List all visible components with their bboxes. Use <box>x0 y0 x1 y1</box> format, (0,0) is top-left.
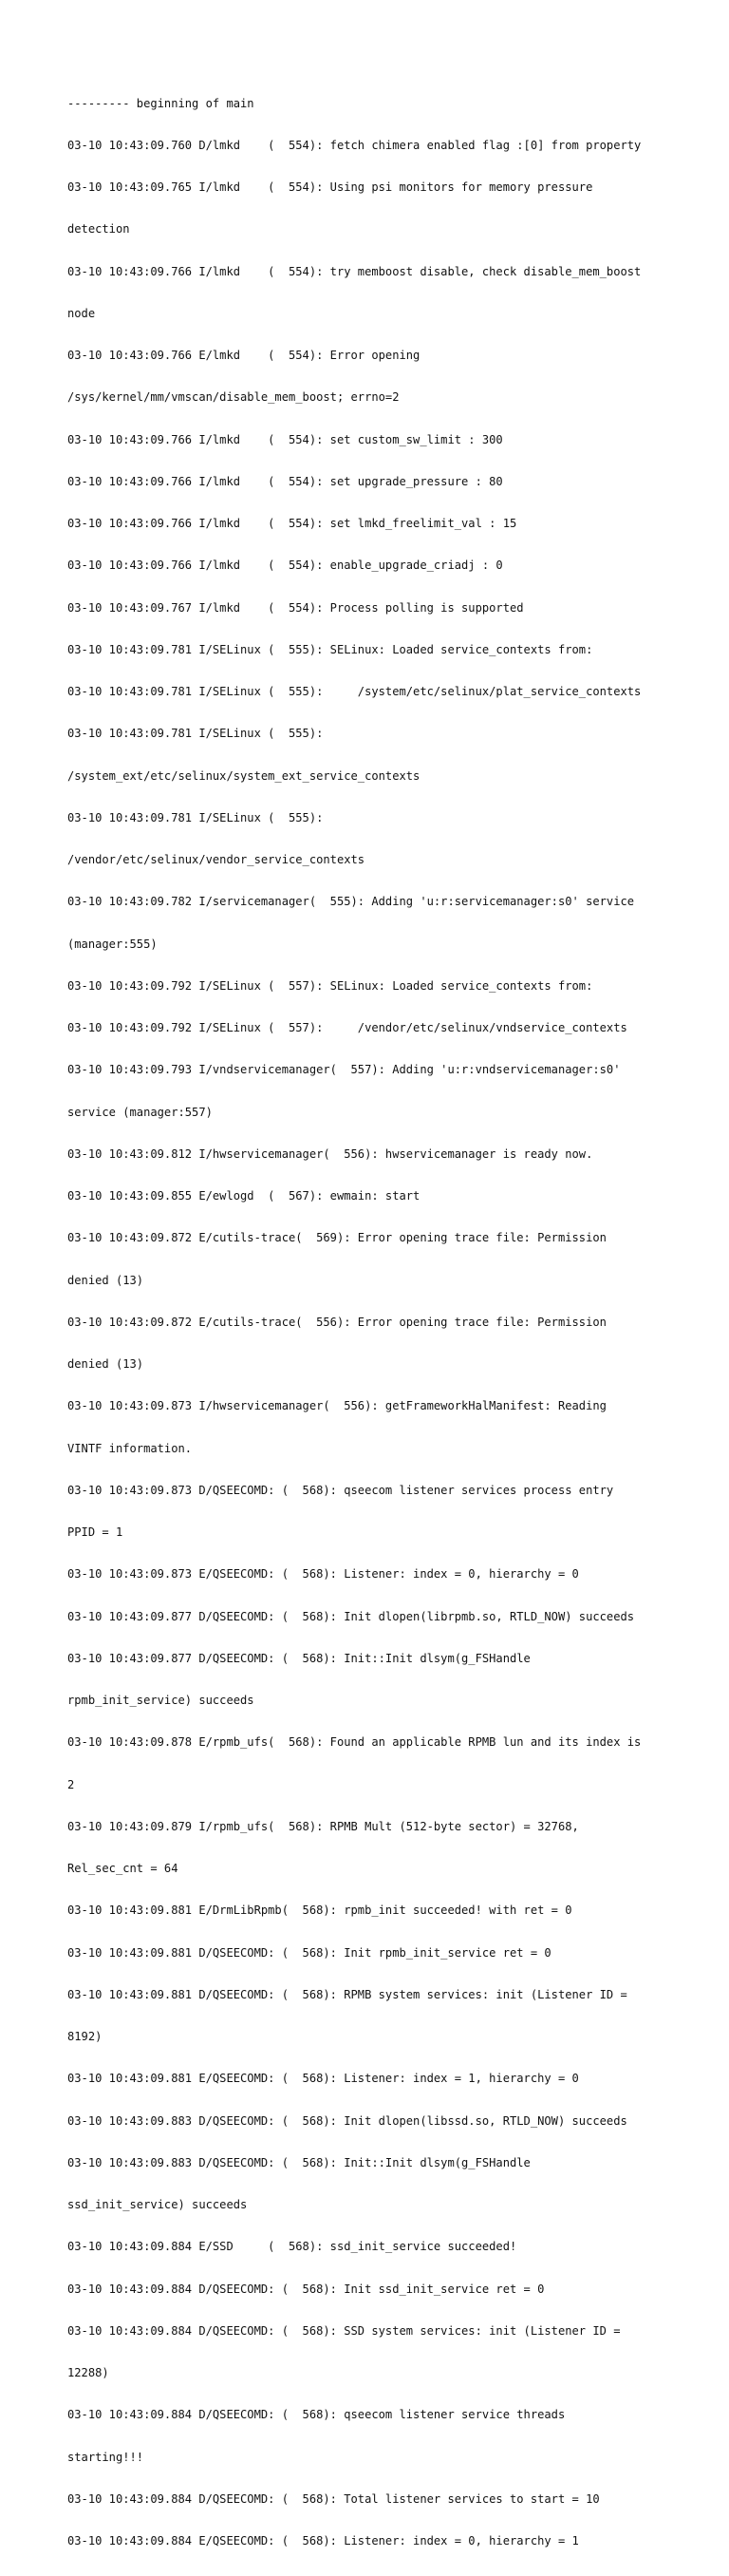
log-line: 12288) <box>67 2366 109 2379</box>
log-line: 03-10 10:43:09.766 I/lmkd ( 554): set upgrade_pressure : 80 <box>67 474 503 488</box>
log-line: denied (13) <box>67 1273 144 1287</box>
log-line: VINTF information. <box>67 1441 193 1455</box>
log-line: 03-10 10:43:09.873 E/QSEECOMD: ( 568): Listener: index = 0, hierarchy = 0 <box>67 1567 579 1582</box>
log-line: 03-10 10:43:09.881 D/QSEECOMD: ( 568): Init rpmb_init_service ret = 0 <box>67 1945 551 1960</box>
log-line: 03-10 10:43:09.792 I/SELinux ( 557): SELinux: Loaded service_contexts from: <box>67 978 593 993</box>
log-line: 03-10 10:43:09.881 E/QSEECOMD: ( 568): Listener: index = 1, hierarchy = 0 <box>67 2072 579 2086</box>
log-line: 03-10 10:43:09.877 D/QSEECOMD: ( 568): Init dlopen(librpmb.so, RTLD_NOW) succeeds <box>67 1609 635 1623</box>
log-line: 03-10 10:43:09.873 D/QSEECOMD: ( 568): qseecom listener services process entry <box>67 1483 614 1497</box>
log-line: 2 <box>67 1777 75 1791</box>
log-line: 03-10 10:43:09.760 D/lmkd ( 554): fetch chimera enabled flag :[0] from property <box>67 138 642 152</box>
log-line: 03-10 10:43:09.765 I/lmkd ( 554): Using psi monitors for memory pressure <box>67 180 593 194</box>
log-line: node <box>67 306 96 320</box>
log-line: /system_ext/etc/selinux/system_ext_service_contexts <box>67 768 421 783</box>
log-line: Rel_sec_cnt = 64 <box>67 1862 178 1875</box>
log-line: 03-10 10:43:09.766 I/lmkd ( 554): set lmkd_freelimit_val : 15 <box>67 517 517 530</box>
log-line: 03-10 10:43:09.766 E/lmkd ( 554): Error opening <box>67 349 421 362</box>
log-line: 03-10 10:43:09.781 I/SELinux ( 555): /system/etc/selinux/plat_service_contexts <box>67 685 642 698</box>
log-line: 03-10 10:43:09.881 E/DrmLibRpmb( 568): rpmb_init succeeded! with ret = 0 <box>67 1904 572 1918</box>
log-line: 8192) <box>67 2030 103 2043</box>
log-line: 03-10 10:43:09.781 I/SELinux ( 555): SELinux: Loaded service_contexts from: <box>67 642 593 656</box>
log-line: starting!!! <box>67 2450 144 2464</box>
log-line: (manager:555) <box>67 937 158 951</box>
log-line: /sys/kernel/mm/vmscan/disable_mem_boost; errno=2 <box>67 390 400 405</box>
log-line: 03-10 10:43:09.766 I/lmkd ( 554): set custom_sw_limit : 300 <box>67 432 503 446</box>
log-line: denied (13) <box>67 1357 144 1371</box>
log-line: 03-10 10:43:09.873 I/hwservicemanager( 556): getFrameworkHalManifest: Reading <box>67 1399 607 1413</box>
log-line: 03-10 10:43:09.884 D/QSEECOMD: ( 568): qseecom listener service threads <box>67 2408 566 2422</box>
log-line: 03-10 10:43:09.781 I/SELinux ( 555): <box>67 810 324 824</box>
log-line: rpmb_init_service) succeeds <box>67 1694 254 1707</box>
log-line: 03-10 10:43:09.781 I/SELinux ( 555): <box>67 727 324 741</box>
log-line: 03-10 10:43:09.872 E/cutils-trace( 556): Error opening trace file: Permission <box>67 1315 607 1329</box>
log-line: ssd_init_service) succeeds <box>67 2198 248 2211</box>
log-line: 03-10 10:43:09.792 I/SELinux ( 557): /vendor/etc/selinux/vndservice_contexts <box>67 1021 627 1034</box>
log-line: 03-10 10:43:09.855 E/ewlogd ( 567): ewmain: start <box>67 1189 421 1203</box>
log-line: 03-10 10:43:09.767 I/lmkd ( 554): Process polling is supported <box>67 600 524 615</box>
log-line: service (manager:557) <box>67 1105 213 1119</box>
log-line: /vendor/etc/selinux/vendor_service_contexts <box>67 853 365 866</box>
log-line: 03-10 10:43:09.879 I/rpmb_ufs( 568): RPMB Mult (512-byte sector) = 32768, <box>67 1819 579 1833</box>
log-line: 03-10 10:43:09.881 D/QSEECOMD: ( 568): RPMB system services: init (Listener ID = <box>67 1987 627 2001</box>
log-line: 03-10 10:43:09.877 D/QSEECOMD: ( 568): Init::Init dlsym(g_FSHandle <box>67 1651 531 1665</box>
log-text-block <box>67 68 665 2576</box>
log-line: 03-10 10:43:09.883 D/QSEECOMD: ( 568): Init::Init dlsym(g_FSHandle <box>67 2155 531 2169</box>
log-line: 03-10 10:43:09.884 D/QSEECOMD: ( 568): Total listener services to start = 10 <box>67 2491 600 2506</box>
log-line: 03-10 10:43:09.766 I/lmkd ( 554): enable_upgrade_criadj : 0 <box>67 559 503 573</box>
log-line: 03-10 10:43:09.782 I/servicemanager( 555): Adding 'u:r:servicemanager:s0' service <box>67 895 635 909</box>
log-line: 03-10 10:43:09.883 D/QSEECOMD: ( 568): Init dlopen(libssd.so, RTLD_NOW) succeeds <box>67 2113 627 2128</box>
log-line: detection <box>67 222 130 237</box>
log-line: 03-10 10:43:09.878 E/rpmb_ufs( 568): Found an applicable RPMB lun and its index is <box>67 1735 642 1750</box>
log-line: 03-10 10:43:09.884 D/QSEECOMD: ( 568): Init ssd_init_service ret = 0 <box>67 2282 545 2296</box>
log-line: 03-10 10:43:09.766 I/lmkd ( 554): try memboost disable, check disable_mem_boost <box>67 264 642 278</box>
log-line: 03-10 10:43:09.884 E/QSEECOMD: ( 568): Listener: index = 0, hierarchy = 1 <box>67 2534 579 2548</box>
log-line: 03-10 10:43:09.812 I/hwservicemanager( 556): hwservicemanager is ready now. <box>67 1146 593 1161</box>
log-line: PPID = 1 <box>67 1525 123 1539</box>
log-line: --------- beginning of main <box>67 96 254 110</box>
log-line: 03-10 10:43:09.884 D/QSEECOMD: ( 568): SSD system services: init (Listener ID = <box>67 2323 621 2338</box>
log-line: 03-10 10:43:09.884 E/SSD ( 568): ssd_init_service succeeded! <box>67 2240 517 2254</box>
log-line: 03-10 10:43:09.793 I/vndservicemanager( 557): Adding 'u:r:vndservicemanager:s0' <box>67 1063 621 1077</box>
log-line: 03-10 10:43:09.872 E/cutils-trace( 569): Error opening trace file: Permission <box>67 1231 607 1245</box>
